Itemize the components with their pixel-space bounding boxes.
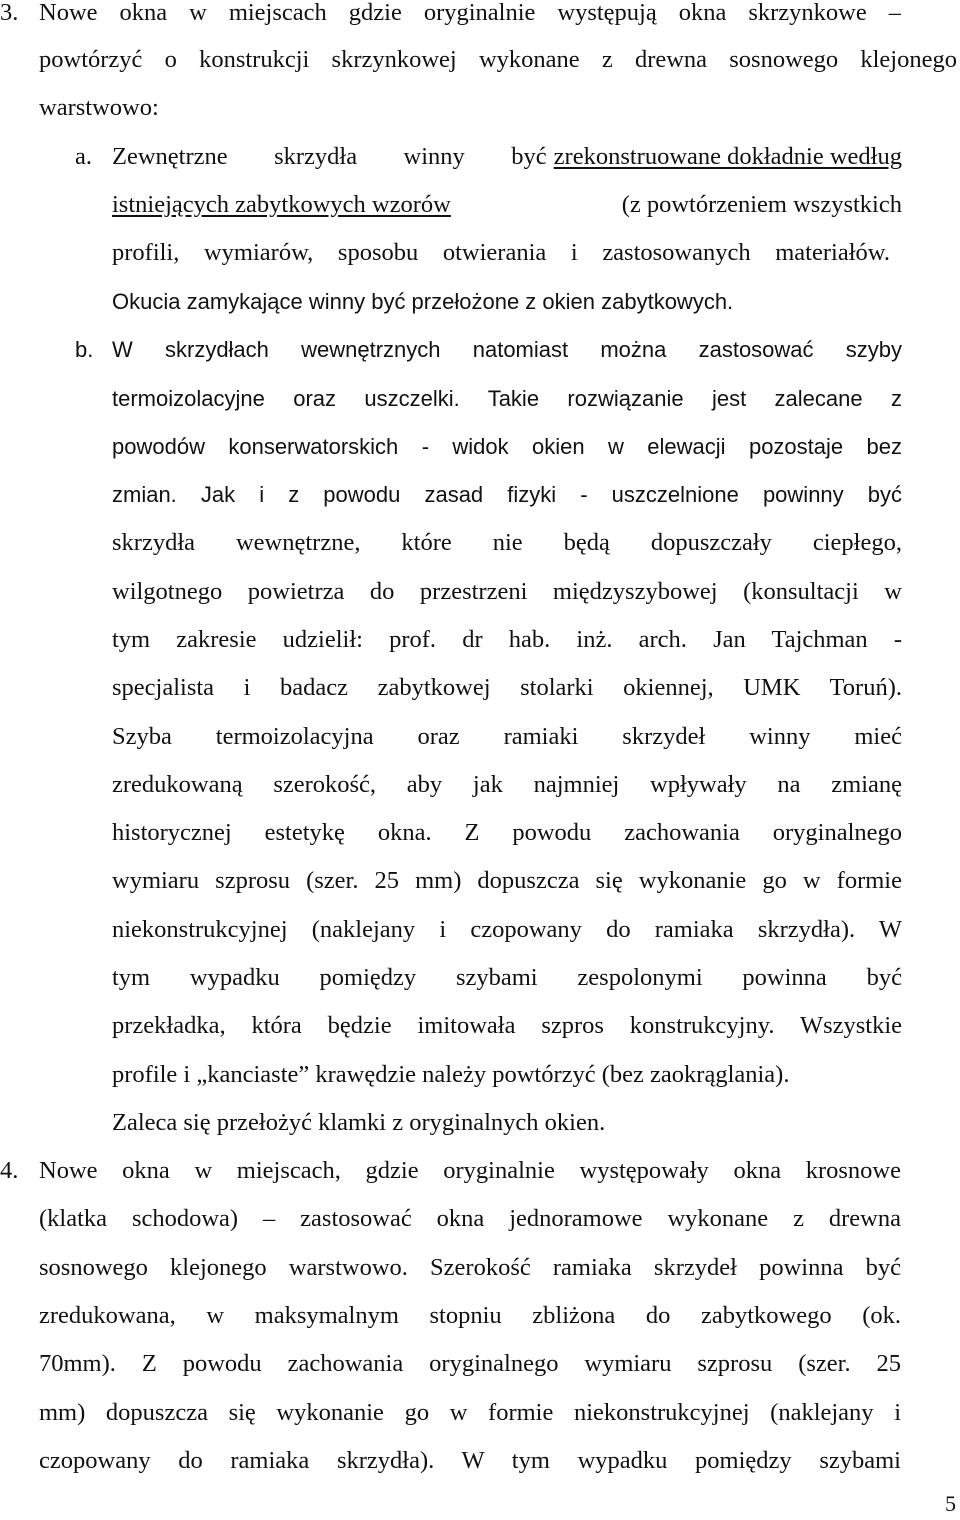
item-4-line-2: (klatka schodowa) – zastosować okna jednoramowe wykonane z drewna bbox=[39, 1205, 901, 1232]
page-number: 5 bbox=[945, 1491, 956, 1516]
sub-b-line-14: tym wypadku pomiędzy szybami zespolonymi powinna być bbox=[112, 964, 902, 991]
item-4-line-4: zredukowana, w maksymalnym stopniu zbliżona do zabytkowego (ok. bbox=[39, 1302, 901, 1329]
item-3-line-1: Nowe okna w miejscach gdzie oryginalnie występują okna skrzynkowe – bbox=[39, 0, 901, 26]
item-4-line-3: sosnowego klejonego warstwowo. Szerokość ramiaka skrzydeł powinna być bbox=[39, 1254, 901, 1281]
sub-b-line-12: wymiaru szprosu (szer. 25 mm) dopuszcza się wykonanie go w formie bbox=[112, 867, 902, 894]
sub-b-line-9: Szyba termoizolacyjna oraz ramiaki skrzydeł winny mieć bbox=[112, 723, 902, 750]
item-4-line-7: czopowany do ramiaka skrzydła). W tym wypadku pomiędzy szybami bbox=[39, 1447, 901, 1474]
sub-a-line-3: profili, wymiarów, sposobu otwierania i zastosowanych materiałów. bbox=[112, 239, 890, 266]
sub-a-line-2-plain: (z powtórzeniem wszystkich bbox=[621, 191, 902, 218]
sub-a-line-2 bbox=[112, 187, 902, 223]
item-3-line-3: warstwowo: bbox=[39, 94, 159, 121]
sub-b-line-7: tym zakresie udzielił: prof. dr hab. inż. arch. Jan Tajchman - bbox=[112, 626, 902, 653]
sub-a-marker: a. bbox=[75, 143, 92, 170]
sub-b-line-15: przekładka, która będzie imitowała szpros konstrukcyjny. Wszystkie bbox=[112, 1012, 902, 1039]
sub-b-line-13: niekonstrukcyjnej (naklejany i czopowany do ramiaka skrzydła). W bbox=[112, 916, 902, 943]
item-3-number: 3. bbox=[0, 0, 19, 26]
sub-a-line-1 bbox=[112, 139, 902, 175]
item-4-number: 4. bbox=[0, 1157, 19, 1184]
item-3-line-2: powtórzyć o konstrukcji skrzynkowej wykonane z drewna sosnowego klejonego bbox=[39, 46, 957, 73]
sub-b-line-17: Zaleca się przełożyć klamki z oryginalnych okien. bbox=[112, 1109, 606, 1136]
sub-b-line-3: powodów konserwatorskich - widok okien w elewacji pozostaje bez bbox=[112, 434, 902, 459]
item-4-line-1: Nowe okna w miejscach, gdzie oryginalnie występowały okna krosnowe bbox=[39, 1157, 901, 1184]
sub-a-line-1-underlined: zrekonstruowane dokładnie według bbox=[553, 143, 902, 170]
sub-a-line-1-plain: Zewnętrzne skrzydła winny być bbox=[112, 143, 547, 170]
sub-b-line-11: historycznej estetykę okna. Z powodu zachowania oryginalnego bbox=[112, 819, 902, 846]
sub-b-line-4: zmian. Jak i z powodu zasad fizyki - uszczelnione powinny być bbox=[112, 482, 902, 507]
sub-b-line-1: W skrzydłach wewnętrznych natomiast można zastosować szyby bbox=[112, 337, 902, 362]
sub-b-line-8: specjalista i badacz zabytkowej stolarki okiennej, UMK Toruń). bbox=[112, 674, 902, 701]
item-4-line-5: 70mm). Z powodu zachowania oryginalnego wymiaru szprosu (szer. 25 bbox=[39, 1350, 901, 1377]
sub-b-line-2: termoizolacyjne oraz uszczelki. Takie rozwiązanie jest zalecane z bbox=[112, 386, 902, 411]
sub-b-line-10: zredukowaną szerokość, aby jak najmniej wpływały na zmianę bbox=[112, 771, 902, 798]
sub-b-line-6: wilgotnego powietrza do przestrzeni międzyszybowej (konsultacji w bbox=[112, 578, 902, 605]
sub-b-line-5: skrzydła wewnętrzne, które nie będą dopuszczały ciepłego, bbox=[112, 529, 902, 556]
sub-a-line-2-underlined: istniejących zabytkowych wzorów bbox=[112, 191, 451, 218]
sub-a-line-4: Okucia zamykające winny być przełożone z okien zabytkowych. bbox=[112, 289, 734, 314]
item-4-line-6: mm) dopuszcza się wykonanie go w formie niekonstrukcyjnej (naklejany i bbox=[39, 1399, 901, 1426]
sub-b-marker: b. bbox=[75, 337, 94, 362]
sub-b-line-16: profile i „kanciaste” krawędzie należy powtórzyć (bez zaokrąglania). bbox=[112, 1061, 790, 1088]
